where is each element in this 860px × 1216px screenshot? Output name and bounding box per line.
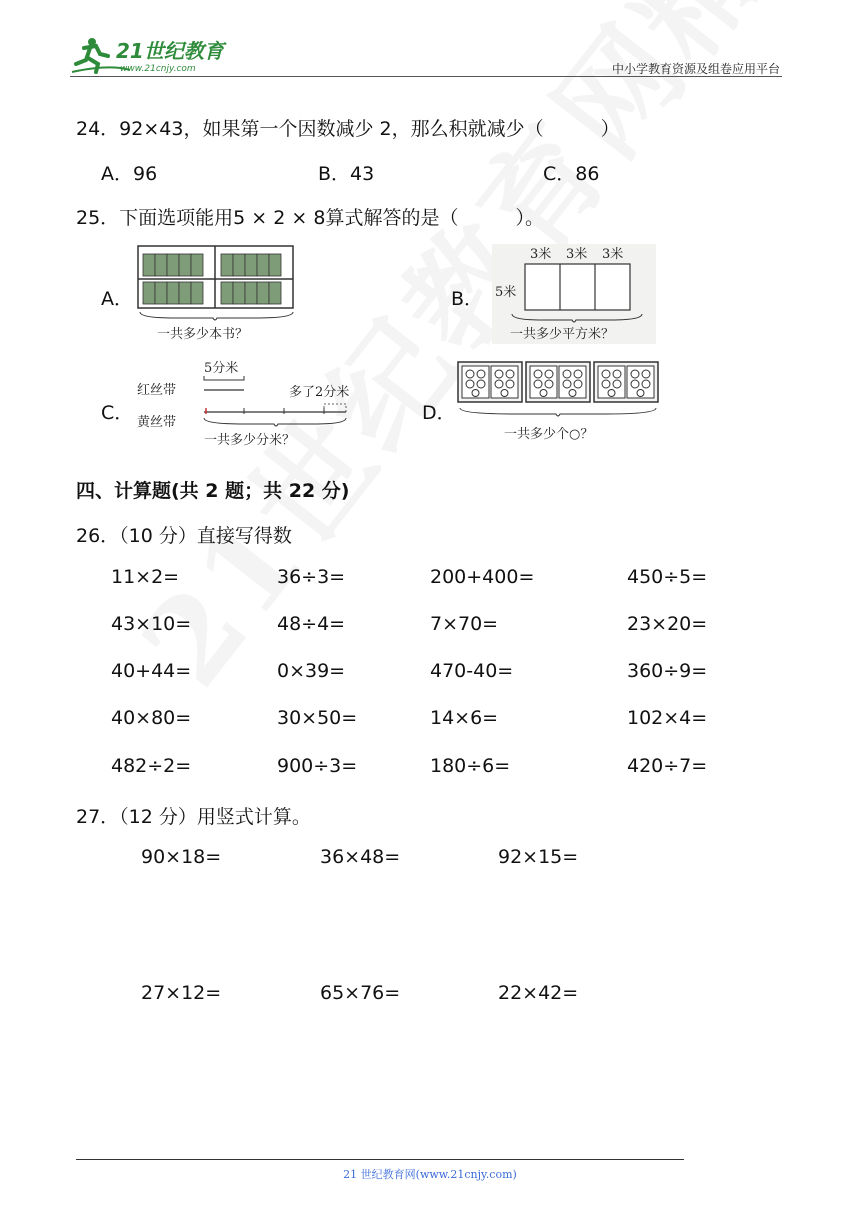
fig-c-yellow-label: 黄丝带: [137, 415, 177, 430]
q25-figure-c-ribbons: [134, 356, 374, 458]
q26-item: 900÷3=: [277, 755, 358, 777]
q26-item: 470-40=: [430, 660, 514, 682]
fig-b-top-3: 3米: [602, 247, 624, 262]
q26-item: 7×70=: [430, 613, 499, 635]
q26-item: 482÷2=: [111, 755, 192, 777]
question-27-stem: 27．（12 分）用竖式计算。: [76, 806, 311, 828]
header-platform-text: 中小学教育资源及组卷应用平台: [611, 62, 780, 76]
logo-text: 21世纪教育: [116, 39, 224, 63]
q27-item: 36×48=: [320, 846, 401, 868]
q25-option-d-label[interactable]: D．: [422, 402, 456, 424]
fig-c-caption: 一共多少分米？: [204, 433, 296, 448]
fig-b-top-2: 3米: [566, 247, 588, 262]
site-logo[interactable]: [70, 34, 240, 76]
q25-option-c-label[interactable]: C．: [101, 402, 134, 424]
fig-a-caption: 一共多少本书？: [157, 327, 249, 342]
q26-item: 23×20=: [627, 613, 708, 635]
question-26-stem: 26．（10 分）直接写得数: [76, 525, 292, 547]
q25-option-b-label[interactable]: B．: [451, 288, 484, 310]
fig-c-red-label: 红丝带: [137, 383, 177, 398]
q25-figure-b-rectangle: [492, 244, 656, 348]
header-divider: [70, 76, 782, 77]
footer-divider: [76, 1159, 684, 1160]
section-4-title: 四、计算题(共 2 题；共 22 分): [76, 480, 350, 502]
q26-item: 200+400=: [430, 566, 535, 588]
q27-item: 22×42=: [498, 982, 579, 1004]
q26-item: 420÷7=: [627, 755, 708, 777]
q25-figure-d-boxes: [456, 358, 661, 454]
fig-c-more: 多了2分米: [289, 385, 350, 400]
q27-item: 90×18=: [141, 846, 222, 868]
q26-item: 36÷3=: [277, 566, 346, 588]
q26-item: 30×50=: [277, 707, 358, 729]
fig-b-caption: 一共多少平方米？: [510, 327, 615, 342]
q26-item: 43×10=: [111, 613, 192, 635]
q24-option-c[interactable]: C．86: [543, 163, 600, 185]
q25-figure-a-bookshelf: [135, 244, 300, 348]
fig-c-length: 5分米: [204, 361, 239, 376]
q26-item: 180÷6=: [430, 755, 511, 777]
q26-item: 40×80=: [111, 707, 192, 729]
q26-item: 102×4=: [627, 707, 708, 729]
q26-item: 40+44=: [111, 660, 192, 682]
q24-option-b[interactable]: B．43: [318, 163, 375, 185]
question-24-stem: 24．92×43，如果第一个因数减少 2，那么积就减少（ ）: [76, 118, 620, 140]
q26-item: 11×2=: [111, 566, 180, 588]
q26-item: 0×39=: [277, 660, 346, 682]
fig-b-side: 5米: [495, 285, 517, 300]
q27-item: 27×12=: [141, 982, 222, 1004]
q27-item: 65×76=: [320, 982, 401, 1004]
q26-item: 360÷9=: [627, 660, 708, 682]
logo-url: www.21cnjy.com: [120, 64, 196, 74]
question-25-stem: 25．下面选项能用5 × 2 × 8算式解答的是（ ）。: [76, 207, 544, 229]
fig-b-top-1: 3米: [530, 247, 552, 262]
fig-d-caption: 一共多少个○？: [504, 427, 594, 442]
q26-item: 450÷5=: [627, 566, 708, 588]
q26-item: 14×6=: [430, 707, 499, 729]
q25-option-a-label[interactable]: A．: [101, 288, 133, 310]
footer-link[interactable]: 21 世纪教育网(www.21cnjy.com): [343, 1168, 517, 1181]
q26-item: 48÷4=: [277, 613, 346, 635]
q27-item: 92×15=: [498, 846, 579, 868]
q24-option-a[interactable]: A．96: [101, 163, 158, 185]
